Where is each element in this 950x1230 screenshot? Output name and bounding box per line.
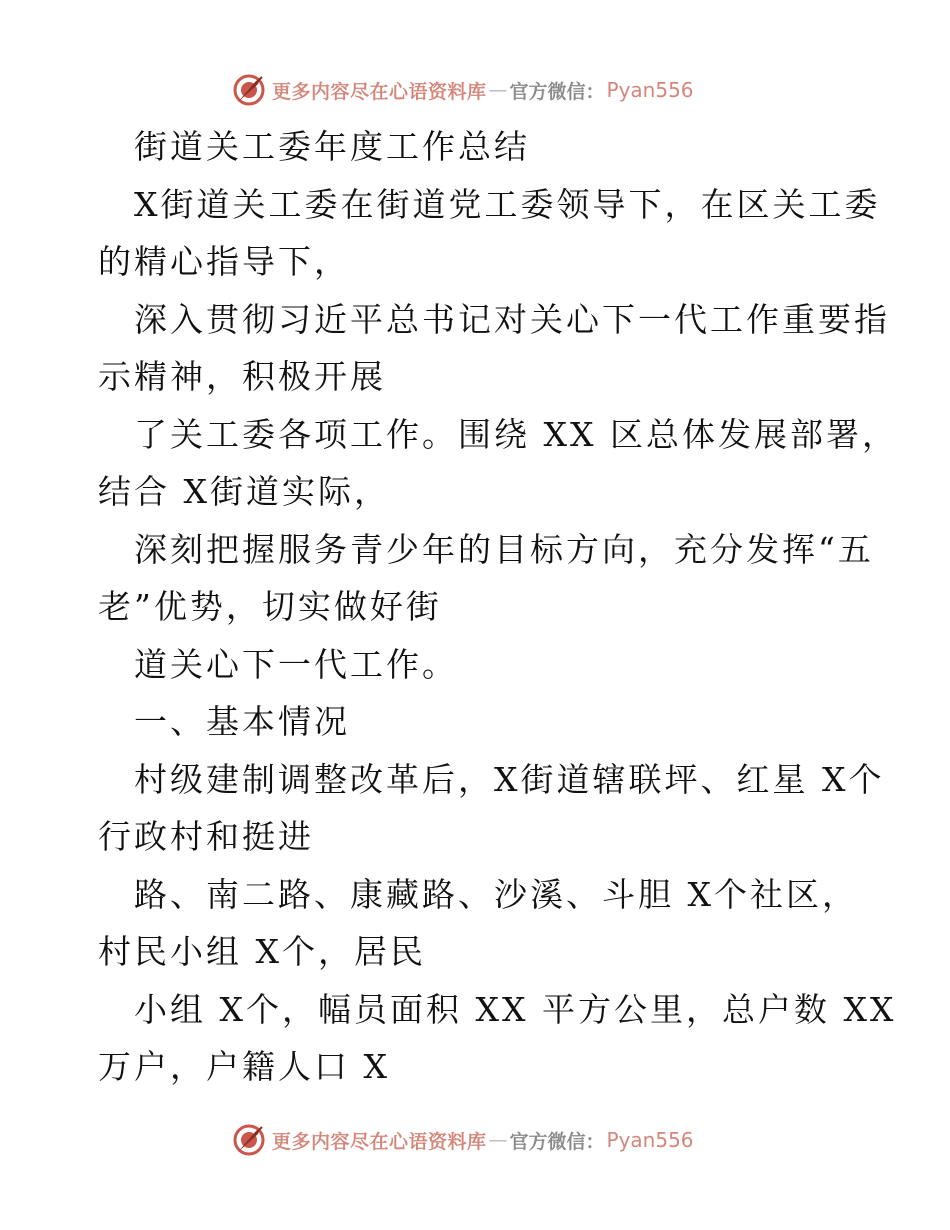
text-line: 路、南二路、康藏路、沙溪、斗胆 X个社区， (134, 874, 858, 914)
text-line: 万户，户籍人口 X (98, 1047, 390, 1086)
quill-logo-icon (232, 1123, 266, 1157)
banner-separator: — (488, 1129, 508, 1151)
banner-wechat-label: 官方微信： (509, 80, 605, 103)
text-line: 深入贯彻习近平总书记对关心下一代工作重要指 (134, 299, 890, 339)
text-line: 村民小组 X个，居民 (98, 932, 426, 971)
text-line: 道关心下一代工作。 (134, 644, 458, 684)
banner-wechat-label: 官方微信： (509, 1130, 605, 1153)
banner-separator: — (488, 79, 508, 101)
text-line: 深刻把握服务青少年的目标方向，充分发挥“五 (134, 529, 874, 569)
banner-wechat-id: Pyan556 (606, 1128, 694, 1152)
text-line: 行政村和挺进 (98, 817, 314, 856)
banner-text: 更多内容尽在心语资料库 (272, 80, 487, 103)
text-line: 小组 X个，幅员面积 XX 平方公里，总户数 XX (134, 989, 897, 1029)
text-line: 示精神，积极开展 (98, 357, 386, 396)
banner-text: 更多内容尽在心语资料库 (272, 1130, 487, 1153)
text-line: X街道关工委在街道党工委领导下，在区关工委 (134, 184, 881, 224)
text-line: 了关工委各项工作。围绕 XX 区总体发展部署， (134, 414, 898, 454)
document-body (98, 118, 898, 1096)
footer-watermark-banner (232, 1122, 752, 1158)
document-title: 街道关工委年度工作总结 (134, 127, 530, 166)
text-line: 的精心指导下， (98, 242, 350, 281)
text-line: 结合 X街道实际， (98, 472, 390, 511)
quill-logo-icon (232, 73, 266, 107)
banner-wechat-id: Pyan556 (606, 78, 694, 102)
header-watermark-banner (232, 72, 752, 108)
text-line: 老”优势，切实做好街 (98, 587, 442, 626)
section-heading: 一、基本情况 (134, 702, 350, 741)
text-line: 村级建制调整改革后，X街道辖联坪、红星 X个 (134, 759, 885, 799)
